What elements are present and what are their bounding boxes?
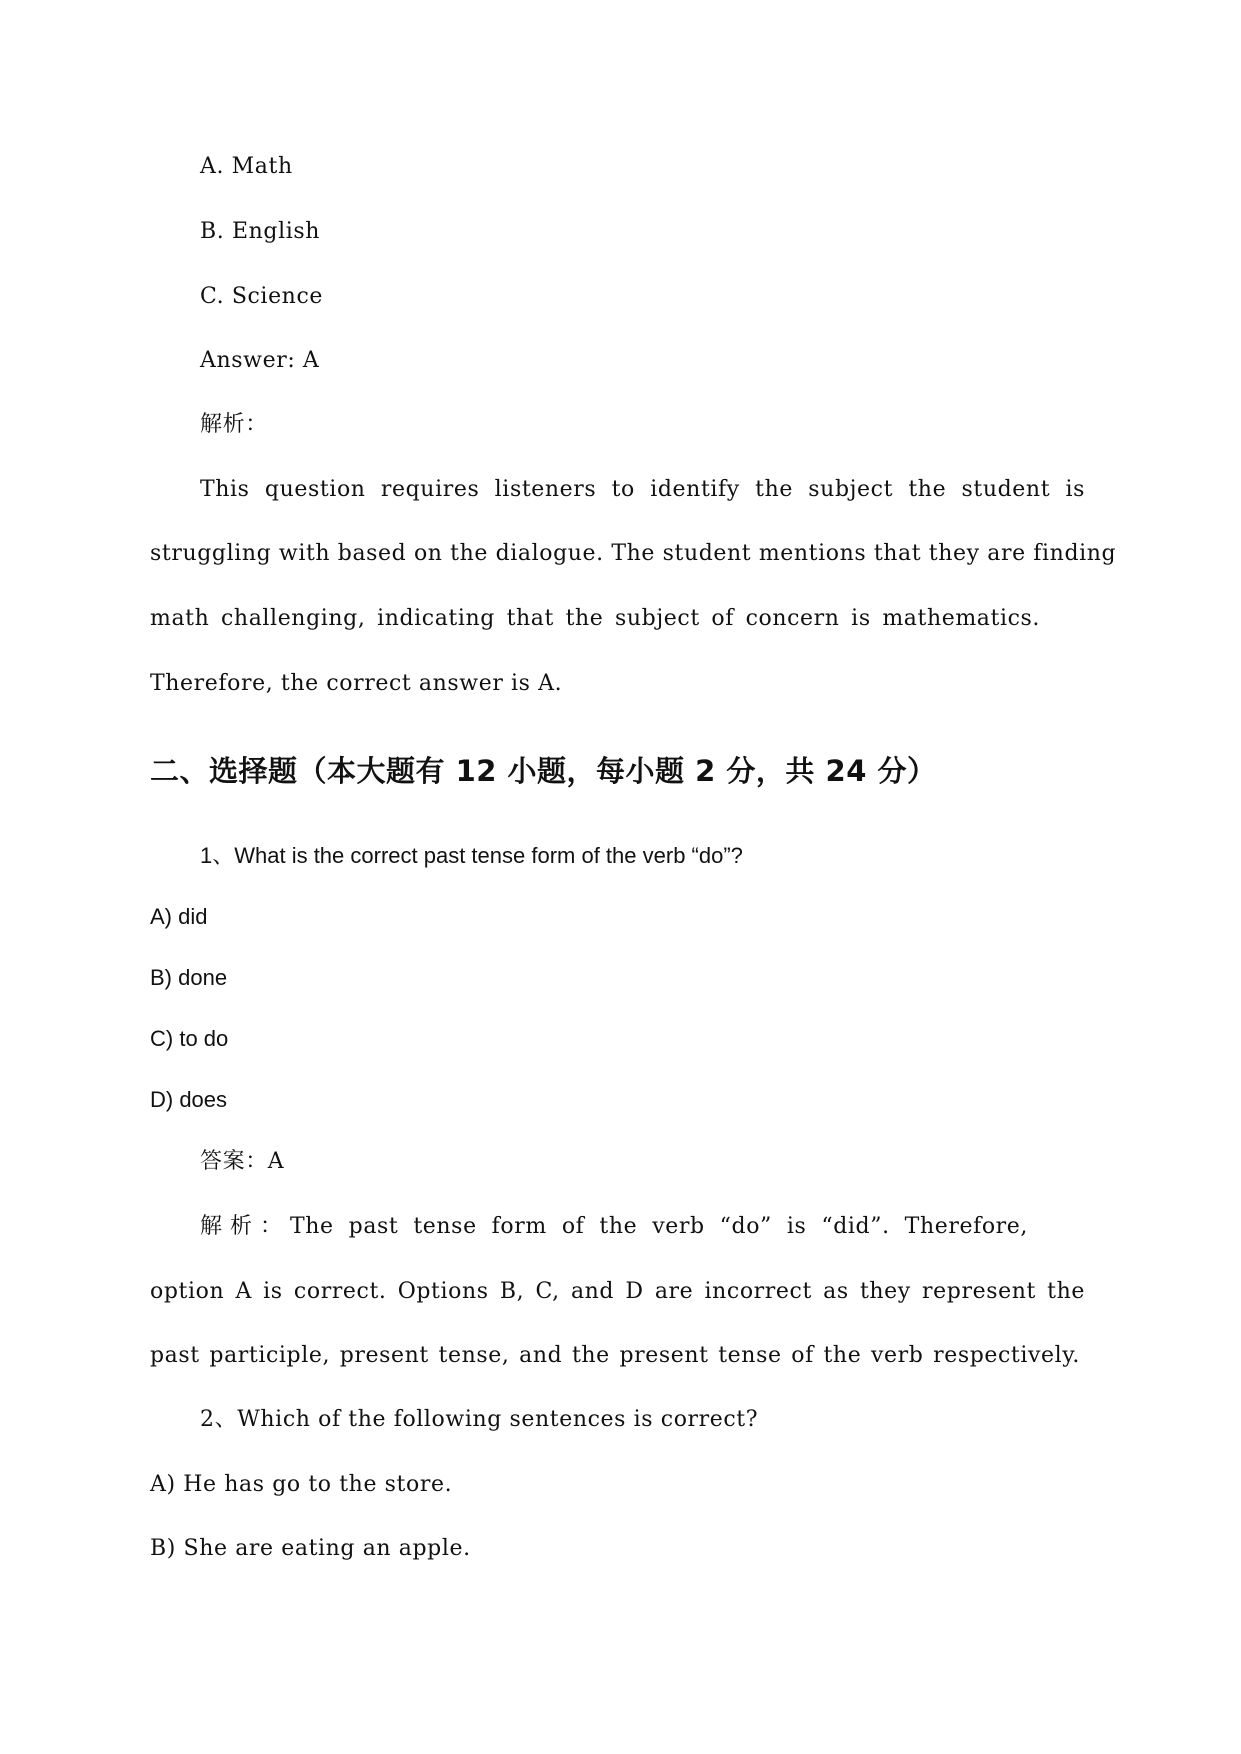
q2-option-a: A) He has go to the store. — [150, 1472, 453, 1497]
q1-explanation-line: option A is correct. Options B, C, and D are incorrect as they represent the — [150, 1279, 1085, 1304]
q1-explanation-line: 解析：The past tense form of the verb “do” is “did”. Therefore, — [200, 1214, 1028, 1239]
explanation-line: This question requires listeners to identify the subject the student is — [200, 477, 1085, 502]
q1-option-a: A) did — [150, 904, 208, 929]
option-a: A. Math — [200, 154, 293, 179]
explanation-line: Therefore, the correct answer is A. — [150, 671, 563, 696]
q1-answer: 答案：A — [200, 1149, 285, 1174]
answer-line: Answer: A — [200, 348, 320, 373]
option-b: B. English — [200, 219, 320, 244]
q1-option-c: C) to do — [150, 1026, 229, 1051]
q1-explanation-line: past participle, present tense, and the present tense of the verb respectively. — [150, 1343, 1080, 1368]
explanation-line: struggling with based on the dialogue. The student mentions that they are finding — [150, 541, 1117, 566]
q1-option-b: B) done — [150, 965, 228, 990]
q2-option-b: B) She are eating an apple. — [150, 1536, 471, 1561]
analysis-label: 解析： — [200, 412, 268, 437]
option-c: C. Science — [200, 284, 323, 309]
question-2: 2、Which of the following sentences is correct? — [200, 1407, 759, 1432]
question-1: 1、What is the correct past tense form of the verb “do”? — [200, 843, 743, 868]
q1-option-d: D) does — [150, 1087, 228, 1112]
section-heading: 二、选择题（本大题有 12 小题，每小题 2 分，共 24 分） — [150, 754, 937, 788]
explanation-line: math challenging, indicating that the subject of concern is mathematics. — [150, 606, 1040, 631]
